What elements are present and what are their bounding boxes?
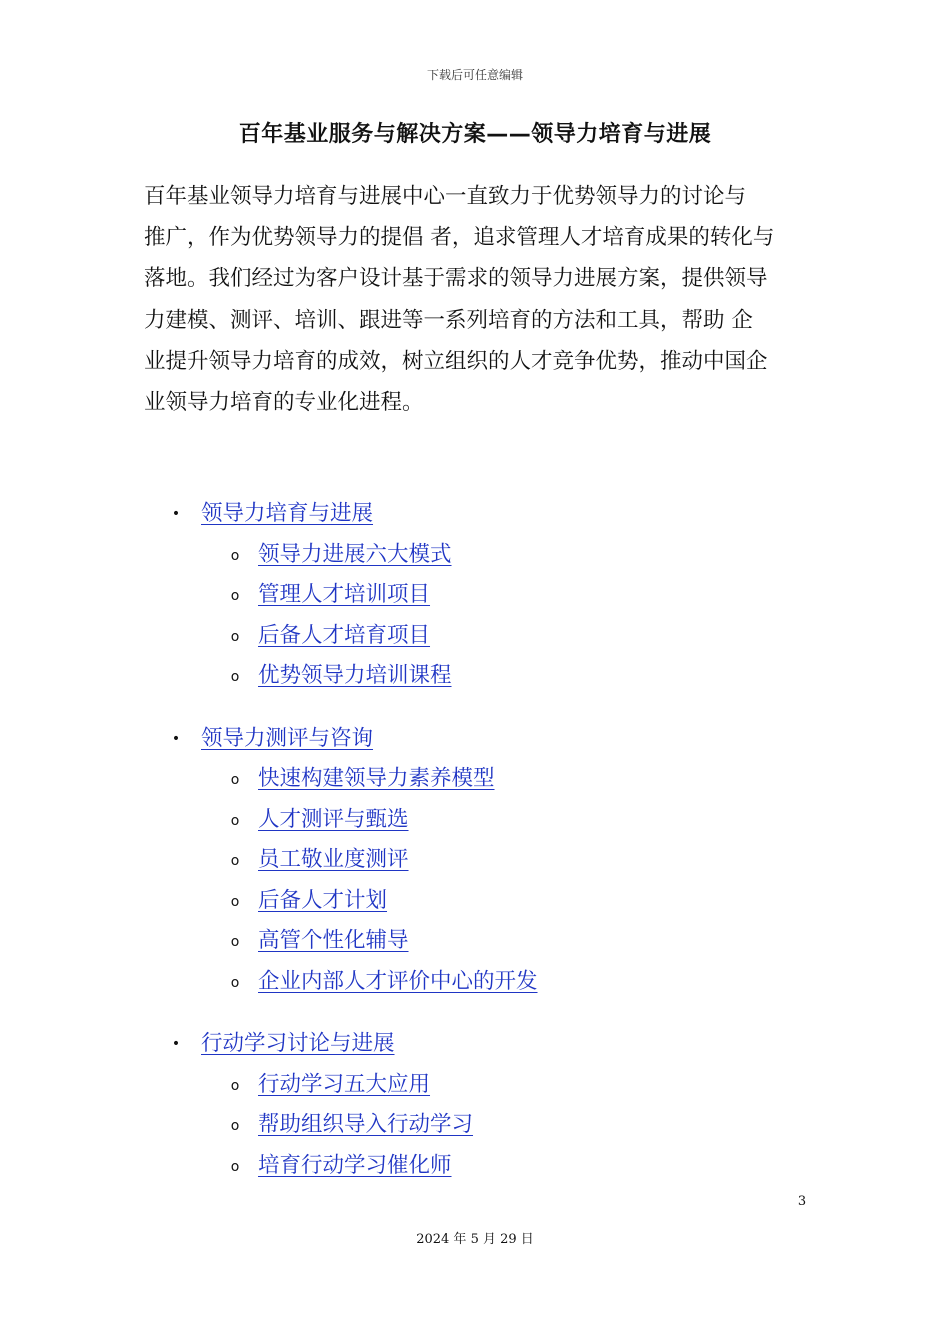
list-item — [0, 962, 950, 1003]
sub-bullet: o — [230, 772, 240, 788]
bullet-dot: • — [171, 730, 181, 747]
section-link-action-learning[interactable]: 行动学习讨论与进展 — [201, 1031, 395, 1056]
section-link-leadership-assessment[interactable]: 领导力测评与咨询 — [201, 725, 374, 751]
list-item — [0, 494, 950, 535]
sub-bullet: o — [230, 588, 240, 604]
header-note: 下载后可任意编辑 — [426, 68, 523, 82]
list-item — [0, 719, 950, 760]
service-section — [0, 494, 950, 697]
intro-paragraph — [144, 176, 806, 423]
item-link[interactable]: 人才测评与甄选 — [258, 806, 409, 832]
intro-line: 力建模、测评、培训、跟进等一系列培育的方法和工具，帮助 企 — [144, 307, 753, 333]
sub-bullet: o — [230, 547, 240, 564]
bullet-dot: • — [171, 1036, 181, 1052]
list-item — [0, 881, 950, 922]
item-link[interactable]: 后备人才培育项目 — [258, 622, 431, 648]
footer-date: 2024 年 5 月 29 日 — [416, 1232, 534, 1247]
list-item — [0, 800, 950, 841]
sub-bullet: o — [230, 812, 240, 829]
intro-line: 百年基业领导力培育与进展中心一直致力于优势领导力的讨论与 — [144, 184, 747, 209]
bullet-dot: • — [171, 506, 181, 522]
service-section — [0, 719, 950, 1003]
sub-bullet: o — [230, 1118, 240, 1134]
item-link[interactable]: 后备人才计划 — [258, 887, 388, 913]
sub-bullet: o — [230, 893, 240, 910]
intro-line: 业领导力培育的专业化进程。 — [144, 390, 424, 416]
item-link[interactable]: 帮助组织导入行动学习 — [258, 1112, 474, 1137]
item-link[interactable]: 管理人才培训项目 — [258, 582, 431, 607]
sub-bullet: o — [230, 669, 240, 685]
sub-bullet: o — [230, 1077, 240, 1094]
sub-bullet: o — [230, 628, 240, 645]
list-item — [0, 656, 950, 697]
item-link[interactable]: 企业内部人才评价中心的开发 — [258, 968, 538, 994]
intro-line: 业提升领导力培育的成效，树立组织的人才竞争优势，推动中国企 — [144, 348, 768, 374]
intro-line: 落地。我们经过为客户设计基于需求的领导力进展方案，提供领导 — [144, 266, 768, 292]
list-item — [0, 575, 950, 616]
service-section — [0, 1024, 950, 1186]
list-item — [0, 759, 950, 800]
item-link[interactable]: 行动学习五大应用 — [258, 1071, 431, 1097]
sub-bullet: o — [230, 1158, 240, 1175]
item-link[interactable]: 培育行动学习催化师 — [258, 1152, 452, 1178]
sub-bullet: o — [230, 853, 240, 869]
sub-bullet: o — [230, 974, 240, 991]
page-number: 3 — [797, 1194, 807, 1209]
intro-line: 推广，作为优势领导力的提倡 者，追求管理人才培育成果的转化与 — [144, 225, 775, 251]
item-link[interactable]: 快速构建领导力素养模型 — [258, 766, 495, 791]
list-item — [0, 1146, 950, 1187]
list-item — [0, 921, 950, 962]
sub-bullet: o — [230, 934, 240, 950]
item-link[interactable]: 优势领导力培训课程 — [258, 663, 452, 688]
list-item — [0, 840, 950, 881]
list-item — [0, 1065, 950, 1106]
item-link[interactable]: 领导力进展六大模式 — [258, 541, 452, 567]
service-list — [0, 494, 950, 1208]
list-item — [0, 1024, 950, 1065]
list-item — [0, 535, 950, 576]
section-link-leadership-development[interactable]: 领导力培育与进展 — [201, 501, 374, 526]
item-link[interactable]: 员工敬业度测评 — [258, 847, 409, 872]
item-link[interactable]: 高管个性化辅导 — [258, 928, 409, 953]
list-item — [0, 1105, 950, 1146]
list-item — [0, 616, 950, 657]
page-title: 百年基业服务与解决方案——领导力培育与进展 — [238, 122, 712, 147]
